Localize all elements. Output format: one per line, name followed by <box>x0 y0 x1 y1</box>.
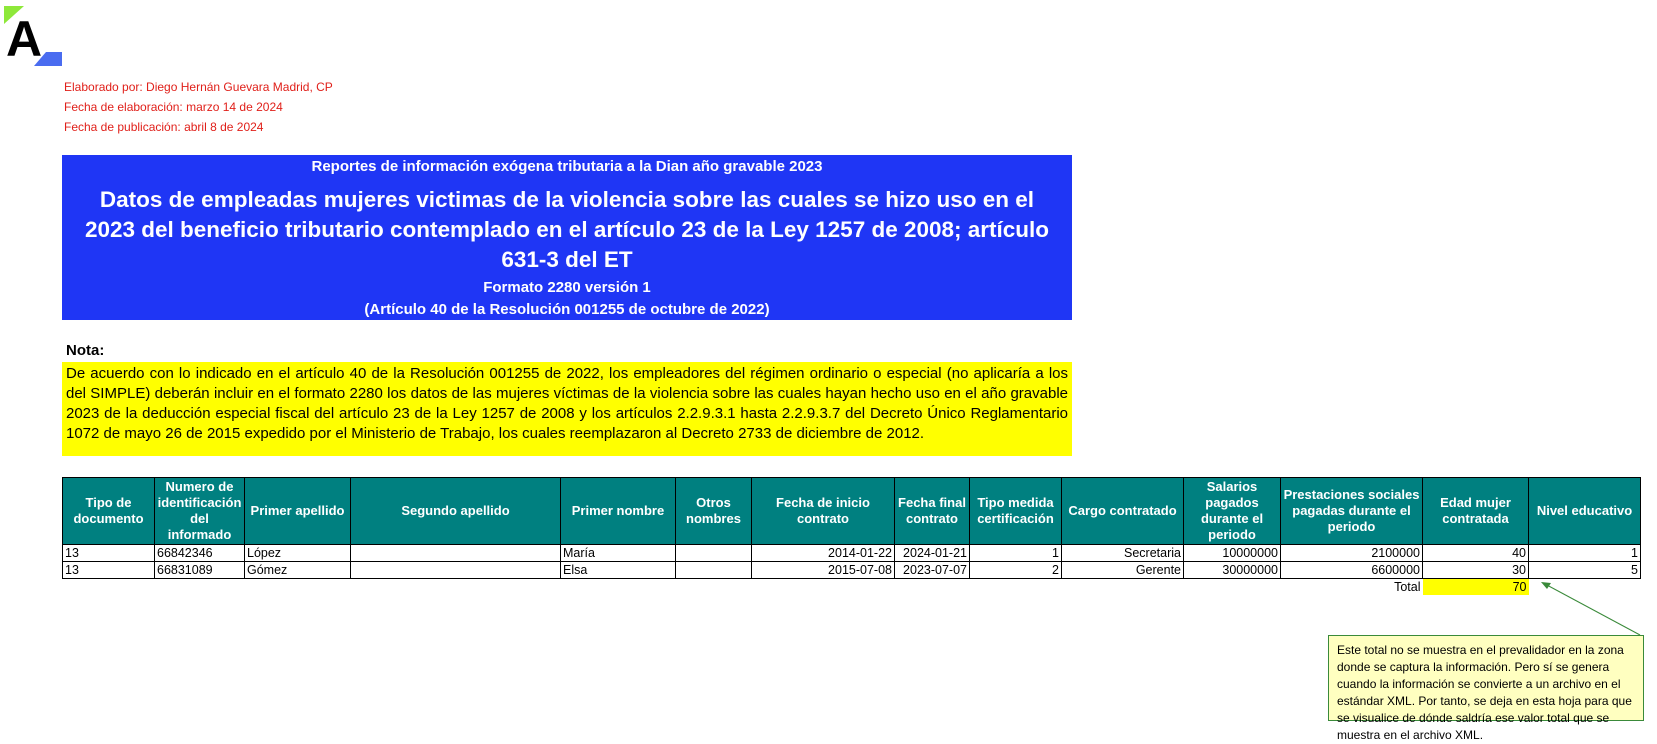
cell[interactable]: Secretaria <box>1062 545 1184 562</box>
cell[interactable]: María <box>561 545 676 562</box>
total-value[interactable]: 70 <box>1423 579 1529 596</box>
header-cell[interactable]: Edad mujer contratada <box>1423 478 1529 545</box>
header-cell[interactable]: Salarios pagados durante el periodo <box>1184 478 1281 545</box>
header-cell[interactable]: Fecha final contrato <box>895 478 970 545</box>
cell[interactable]: Gómez <box>245 562 351 579</box>
elaborado-por: Elaborado por: Diego Hernán Guevara Madrid, CP <box>64 80 333 94</box>
header-cell[interactable]: Primer apellido <box>245 478 351 545</box>
cell[interactable]: 40 <box>1423 545 1529 562</box>
company-logo <box>4 6 62 66</box>
nota-label: Nota: <box>66 342 105 359</box>
cell[interactable] <box>676 562 752 579</box>
header-cell[interactable]: Otros nombres <box>676 478 752 545</box>
table-row <box>63 545 1641 562</box>
cell[interactable] <box>351 545 561 562</box>
cell[interactable]: Elsa <box>561 562 676 579</box>
cell[interactable] <box>676 545 752 562</box>
header-cell[interactable]: Nivel educativo <box>1529 478 1641 545</box>
banner-subtitle: Reportes de información exógena tributaria a la Dian año gravable 2023 <box>311 158 823 175</box>
cell[interactable]: 2 <box>970 562 1062 579</box>
cell[interactable]: 2023-07-07 <box>895 562 970 579</box>
header-cell[interactable]: Prestaciones sociales pagadas durante el periodo <box>1281 478 1423 545</box>
cell[interactable]: López <box>245 545 351 562</box>
cell[interactable]: 1 <box>1529 545 1641 562</box>
header-cell[interactable]: Cargo contratado <box>1062 478 1184 545</box>
cell[interactable]: 2014-01-22 <box>752 545 895 562</box>
cell[interactable]: 1 <box>970 545 1062 562</box>
nota-box <box>62 362 1072 456</box>
cell[interactable] <box>351 562 561 579</box>
cell[interactable]: 10000000 <box>1184 545 1281 562</box>
cell[interactable]: 2100000 <box>1281 545 1423 562</box>
banner-formato: Formato 2280 versión 1 <box>483 279 651 296</box>
cell[interactable]: 2015-07-08 <box>752 562 895 579</box>
data-table <box>62 477 1641 595</box>
total-label: Total <box>1394 580 1421 594</box>
cell[interactable]: 30 <box>1423 562 1529 579</box>
banner-articulo: (Artículo 40 de la Resolución 001255 de octubre de 2022) <box>364 301 770 318</box>
header-cell[interactable]: Fecha de inicio contrato <box>752 478 895 545</box>
cell[interactable]: 30000000 <box>1184 562 1281 579</box>
cell[interactable]: 13 <box>63 562 155 579</box>
cell[interactable]: 66842346 <box>155 545 245 562</box>
header-cell[interactable]: Numero de identificación del informado <box>155 478 245 545</box>
svg-text:A: A <box>6 11 43 66</box>
header-cell[interactable]: Primer nombre <box>561 478 676 545</box>
title-banner <box>62 155 1072 320</box>
table-row <box>63 562 1641 579</box>
fecha-publicacion: Fecha de publicación: abril 8 de 2024 <box>64 120 264 134</box>
cell[interactable]: 13 <box>63 545 155 562</box>
cell[interactable]: Gerente <box>1062 562 1184 579</box>
nota-text: De acuerdo con lo indicado en el artículo 40 de la Resolución 001255 de 2022, los empleadores del régimen ordinario o especial (no aplicaría a los del SIMPLE) deberán incluir en el formato 2280 los datos de las mujeres víctimas de la violencia sobre las cuales hayan hecho uso en el año gravable 2023 de la deducción especial fiscal del artículo 23 de la Ley 1257 de 2008 y los artículos 2.2.9.3.1 hasta 2.2.9.3.7 del Decreto Único Reglamentario 1072 de mayo 26 de 2015 expedido por el Ministerio de Trabajo, los cuales reemplazaron al Decreto 2733 de diciembre de 2012. <box>66 365 1068 442</box>
header-cell[interactable]: Tipo de documento <box>63 478 155 545</box>
total-row <box>63 579 1641 596</box>
banner-title: Datos de empleadas mujeres victimas de la violencia sobre las cuales se hizo uso en el 2023 del beneficio tributario contemplado en el artículo 23 de la Ley 1257 de 2008; artículo 631-3 del ET <box>84 187 1050 272</box>
header-row <box>63 478 1641 545</box>
cell[interactable]: 66831089 <box>155 562 245 579</box>
header-cell[interactable]: Segundo apellido <box>351 478 561 545</box>
cell[interactable]: 2024-01-21 <box>895 545 970 562</box>
header-cell[interactable]: Tipo medida certificación <box>970 478 1062 545</box>
fecha-elaboracion: Fecha de elaboración: marzo 14 de 2024 <box>64 100 283 114</box>
comment-note[interactable]: Este total no se muestra en el prevalidador en la zona donde se captura la información. Pero sí se genera cuando la información se convierte a un archivo en el estándar XML. Por tanto, se deja en esta hoja para que se visualice de dónde saldría ese valor total que se muestra en el archivo XML. <box>1328 635 1644 721</box>
cell[interactable]: 5 <box>1529 562 1641 579</box>
cell[interactable]: 6600000 <box>1281 562 1423 579</box>
